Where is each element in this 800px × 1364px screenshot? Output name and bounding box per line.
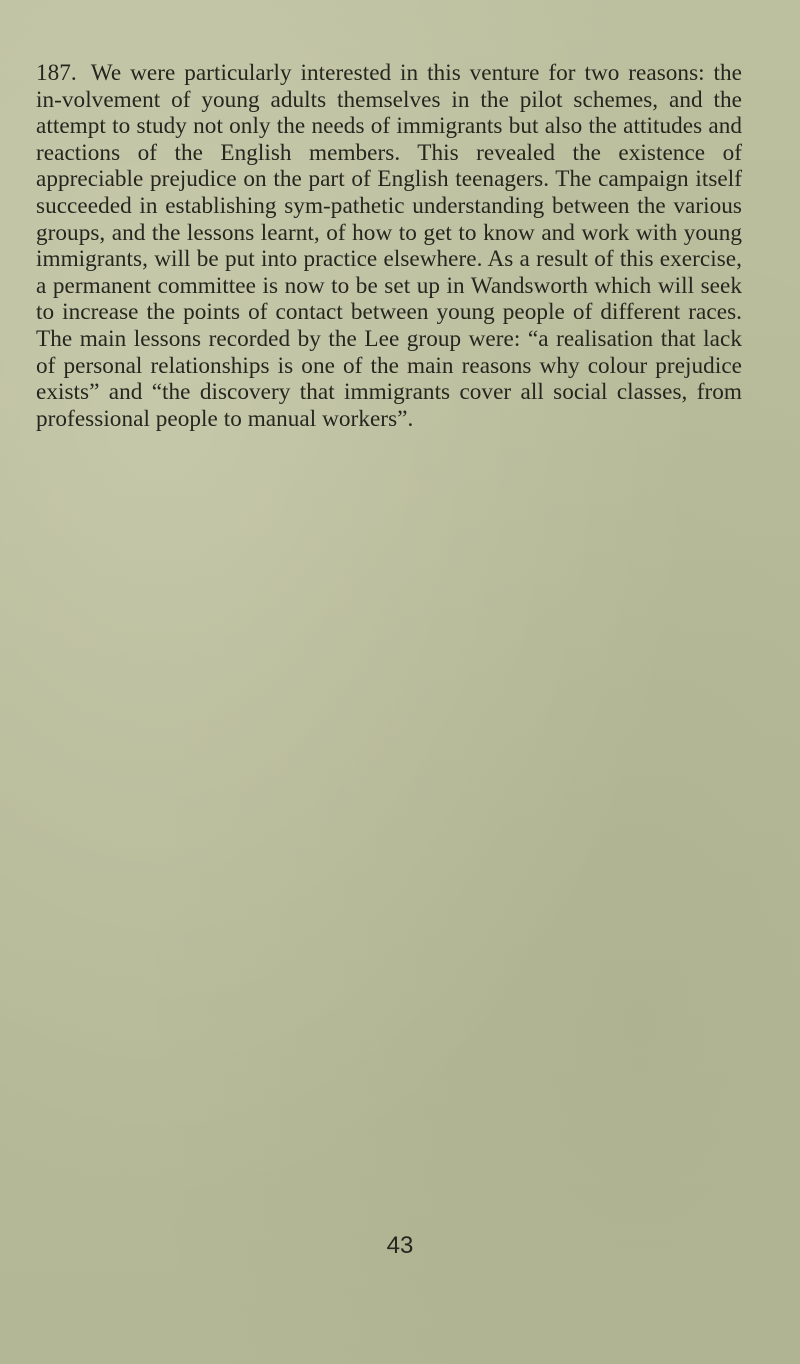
page-number: 43 xyxy=(386,1232,414,1259)
paragraph-text: We were particularly interested in this venture for two reasons: the in-volvement of young adults themselves in the pilot schemes, and the attempt to study not only the needs of immigrants but also the attitudes and reactions of the English members. This revealed the existence of appreciable prejudice on the part of English teenagers. The campaign itself succeeded in establishing sym-pathetic understanding between the various groups, and the lessons learnt, of how to get to know and work with young immigrants, will be put into practice elsewhere. As a result of this exercise, a permanent committee is now to be set up in Wandsworth which will seek to increase the points of contact between young people of different races. The main lessons recorded by the Lee group were: “a realisation that lack of personal relationships is one of the main reasons why colour prejudice exists” and “the discovery that immigrants cover all social classes, from professional people to manual workers”. xyxy=(36,60,742,432)
paragraph-187 xyxy=(36,60,742,432)
paragraph-number: 187. xyxy=(36,60,77,86)
